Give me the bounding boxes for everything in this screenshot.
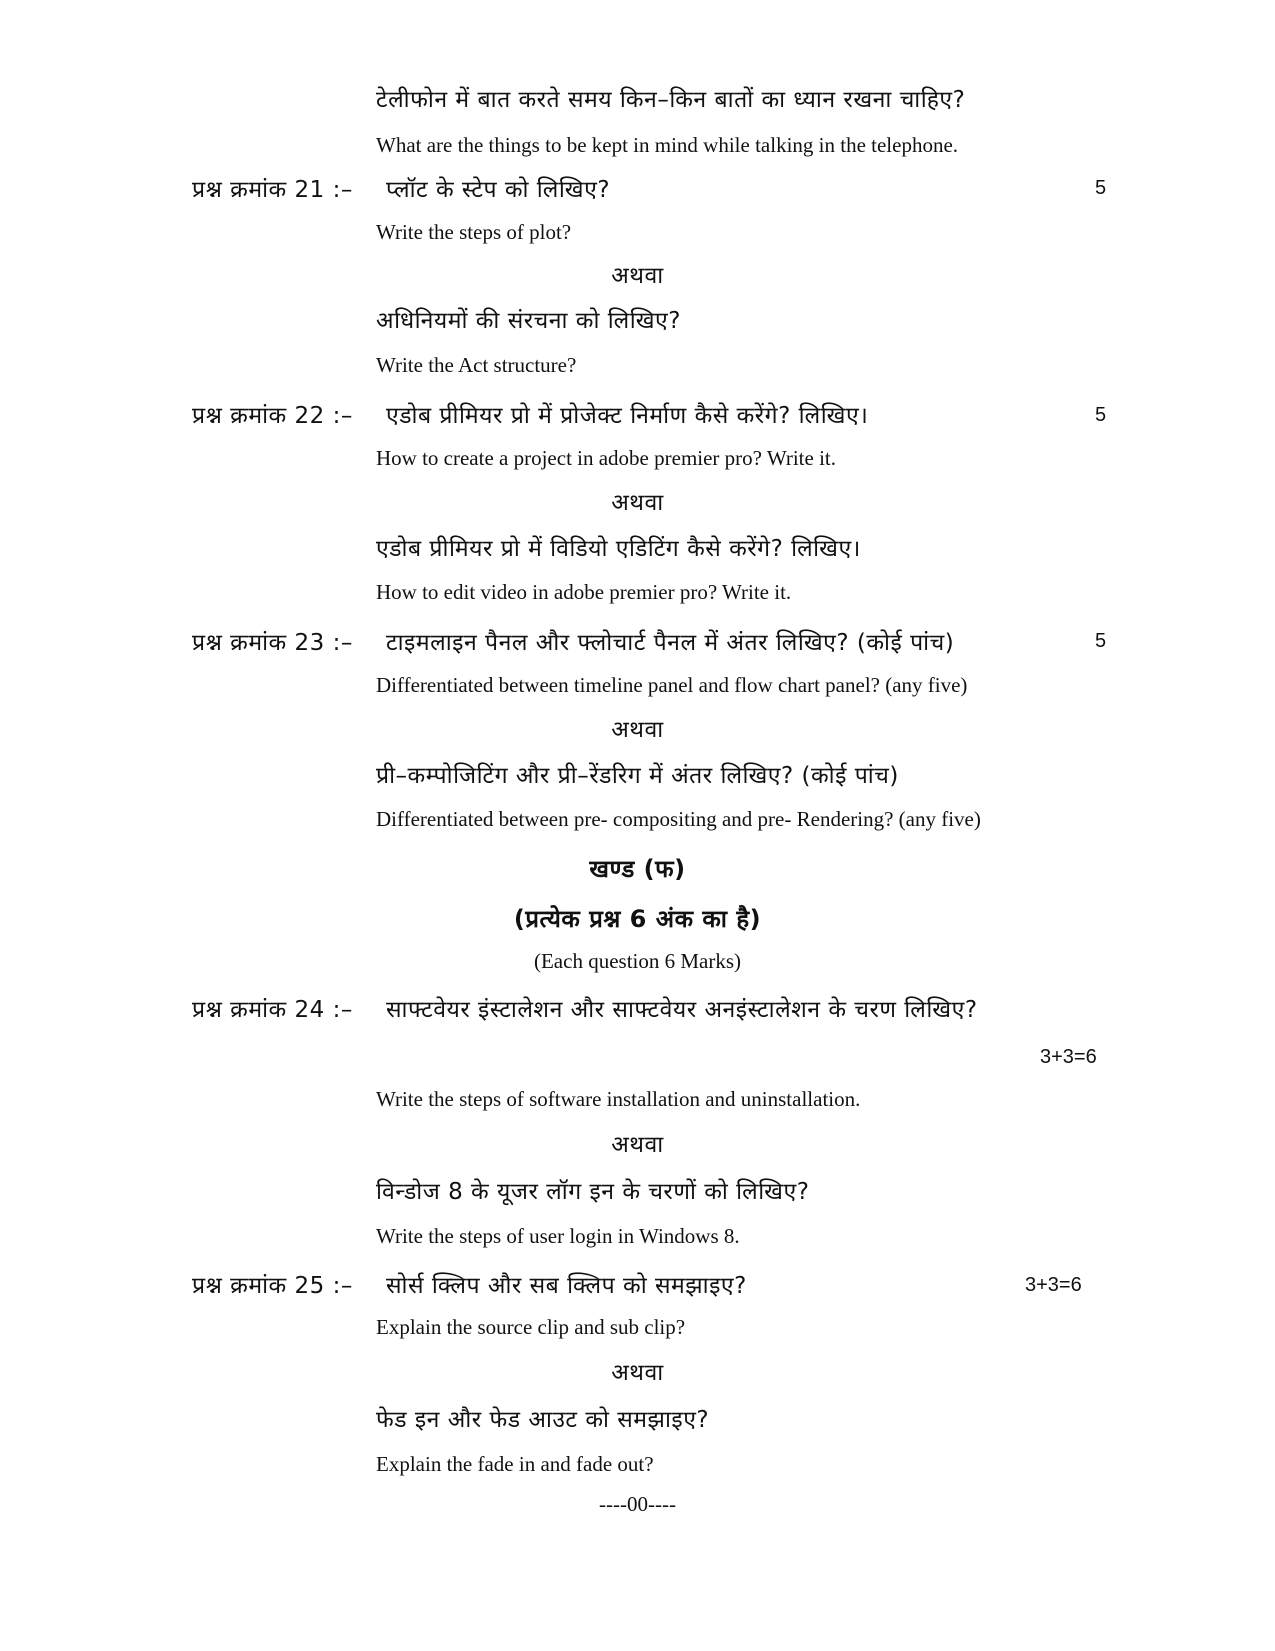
question-22-alt-english: How to edit video in adobe premier pro? Write it. (376, 580, 792, 604)
question-24-english: Write the steps of software installation and uninstallation. (376, 1087, 861, 1111)
question-23-english: Differentiated between timeline panel and flow chart panel? (any five) (376, 673, 968, 697)
or-label: अथवा (611, 1132, 664, 1158)
question-24-marks: 3+3=6 (1040, 1046, 1097, 1068)
or-label: अथवा (611, 490, 664, 516)
question-22-alt-hindi: एडोब प्रीमियर प्रो में विडियो एडिटिंग कैसे करेंगे? लिखिए। (376, 536, 861, 562)
or-label: अथवा (611, 1360, 664, 1386)
question-22-marks: 5 (1095, 404, 1107, 426)
or-label: अथवा (611, 717, 664, 743)
question-21-alt-english: Write the Act structure? (376, 353, 577, 377)
question-24-alt-hindi: विन्डोज 8 के यूजर लॉग इन के चरणों को लिखिए? (376, 1179, 810, 1205)
question-25-alt-hindi: फेड इन और फेड आउट को समझाइए? (376, 1407, 710, 1433)
question-25-english: Explain the source clip and sub clip? (376, 1315, 686, 1339)
question-22-english: How to create a project in adobe premier pro? Write it. (376, 446, 836, 470)
section-subtitle-english: (Each question 6 Marks) (533, 949, 742, 973)
top-question-english: What are the things to be kept in mind while talking in the telephone. (376, 133, 959, 157)
page-footer: ----00---- (599, 1492, 676, 1516)
question-21-english: Write the steps of plot? (376, 220, 572, 244)
question-23-marks: 5 (1095, 630, 1107, 652)
question-24-alt-english: Write the steps of user login in Windows 8. (376, 1224, 740, 1248)
question-25-marks: 3+3=6 (1025, 1274, 1082, 1296)
top-question-hindi: टेलीफोन में बात करते समय किन–किन बातों का ध्यान रखना चाहिए? (376, 87, 966, 113)
or-label: अथवा (611, 263, 664, 289)
question-25-alt-english: Explain the fade in and fade out? (376, 1452, 654, 1476)
question-23-hindi: टाइमलाइन पैनल और फ्लोचार्ट पैनल में अंतर लिखिए? (कोई पांच) (386, 630, 955, 656)
question-25-label: प्रश्न क्रमांक 25 :– (192, 1273, 353, 1299)
question-21-label: प्रश्न क्रमांक 21 :– (192, 177, 353, 203)
question-25-hindi: सोर्स क्लिप और सब क्लिप को समझाइए? (386, 1273, 747, 1299)
section-title: खण्ड (फ) (589, 855, 686, 883)
question-21-alt-hindi: अधिनियमों की संरचना को लिखिए? (376, 308, 681, 334)
question-21-hindi: प्लॉट के स्टेप को लिखिए? (386, 177, 611, 203)
question-24-hindi: साफ्टवेयर इंस्टालेशन और साफ्टवेयर अनइंस्टालेशन के चरण लिखिए? (386, 997, 978, 1023)
question-23-alt-english: Differentiated between pre- compositing and pre- Rendering? (any five) (376, 807, 981, 831)
section-subtitle-hindi: (प्रत्येक प्रश्न 6 अंक का है) (513, 905, 762, 933)
question-23-alt-hindi: प्री–कम्पोजिटिंग और प्री–रेंडरिग में अंतर लिखिए? (कोई पांच) (376, 763, 899, 789)
question-22-label: प्रश्न क्रमांक 22 :– (192, 403, 353, 429)
question-23-label: प्रश्न क्रमांक 23 :– (192, 630, 353, 656)
question-22-hindi: एडोब प्रीमियर प्रो में प्रोजेक्ट निर्माण कैसे करेंगे? लिखिए। (386, 403, 869, 429)
question-21-marks: 5 (1095, 177, 1107, 199)
question-24-label: प्रश्न क्रमांक 24 :– (192, 997, 353, 1023)
